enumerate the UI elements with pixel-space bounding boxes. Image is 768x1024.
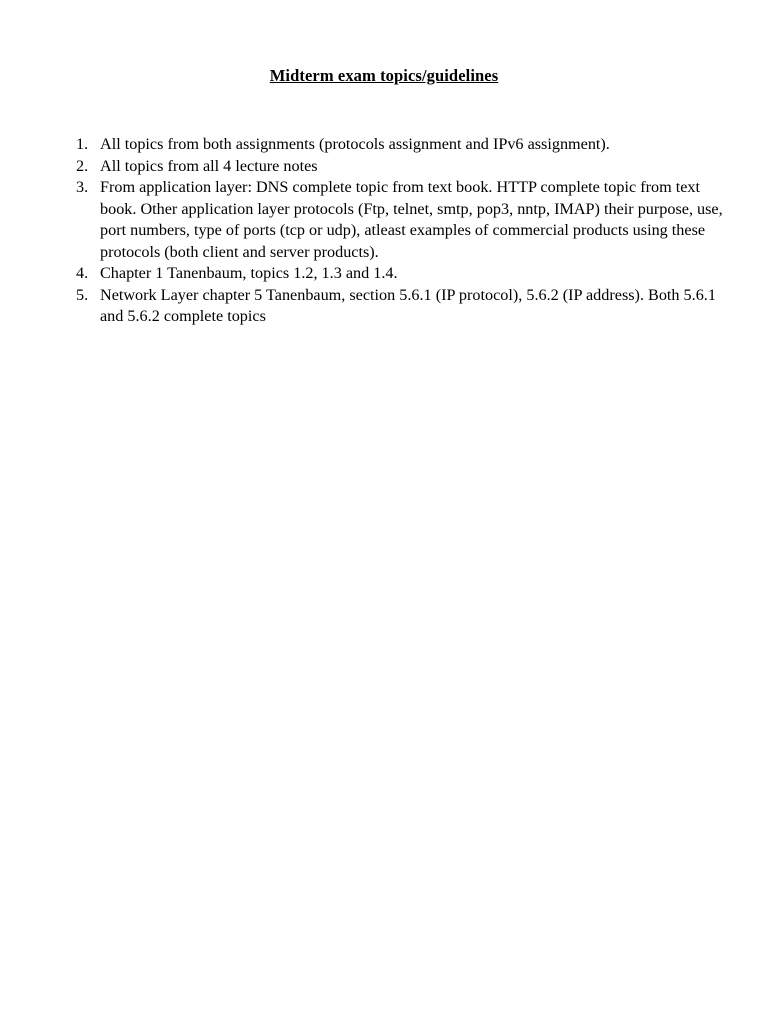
topics-list xyxy=(0,86,768,328)
list-item-text: All topics from all 4 lecture notes xyxy=(100,156,318,175)
list-item-text: Chapter 1 Tanenbaum, topics 1.2, 1.3 and 1.4. xyxy=(100,264,398,283)
list-item xyxy=(0,263,768,285)
list-item-number: 3. xyxy=(76,178,89,197)
list-item xyxy=(0,134,768,156)
list-item-text: All topics from both assignments (protocols assignment and IPv6 assignment). xyxy=(100,135,610,153)
list-item-number: 1. xyxy=(76,135,89,153)
list-item xyxy=(0,177,768,263)
list-item-number: 5. xyxy=(76,285,89,304)
list-item-text: From application layer: DNS complete topic from text book. HTTP complete topic from text book. Other application layer protocols (Ftp, telnet, smtp, pop3, nntp, IMAP) their purpose, use, port numbers, type of ports (tcp or udp), atleast examples of commercial products using these protocols (both client and server products). xyxy=(100,178,723,261)
list-item xyxy=(0,156,768,178)
list-item xyxy=(0,285,768,328)
list-item-number: 4. xyxy=(76,264,89,283)
page-title: Midterm exam topics/guidelines xyxy=(269,66,499,85)
list-item-text: Network Layer chapter 5 Tanenbaum, section 5.6.1 (IP protocol), 5.6.2 (IP address). Both 5.6.1 and 5.6.2 complete topics xyxy=(100,285,716,326)
list-item-number: 2. xyxy=(76,156,89,175)
